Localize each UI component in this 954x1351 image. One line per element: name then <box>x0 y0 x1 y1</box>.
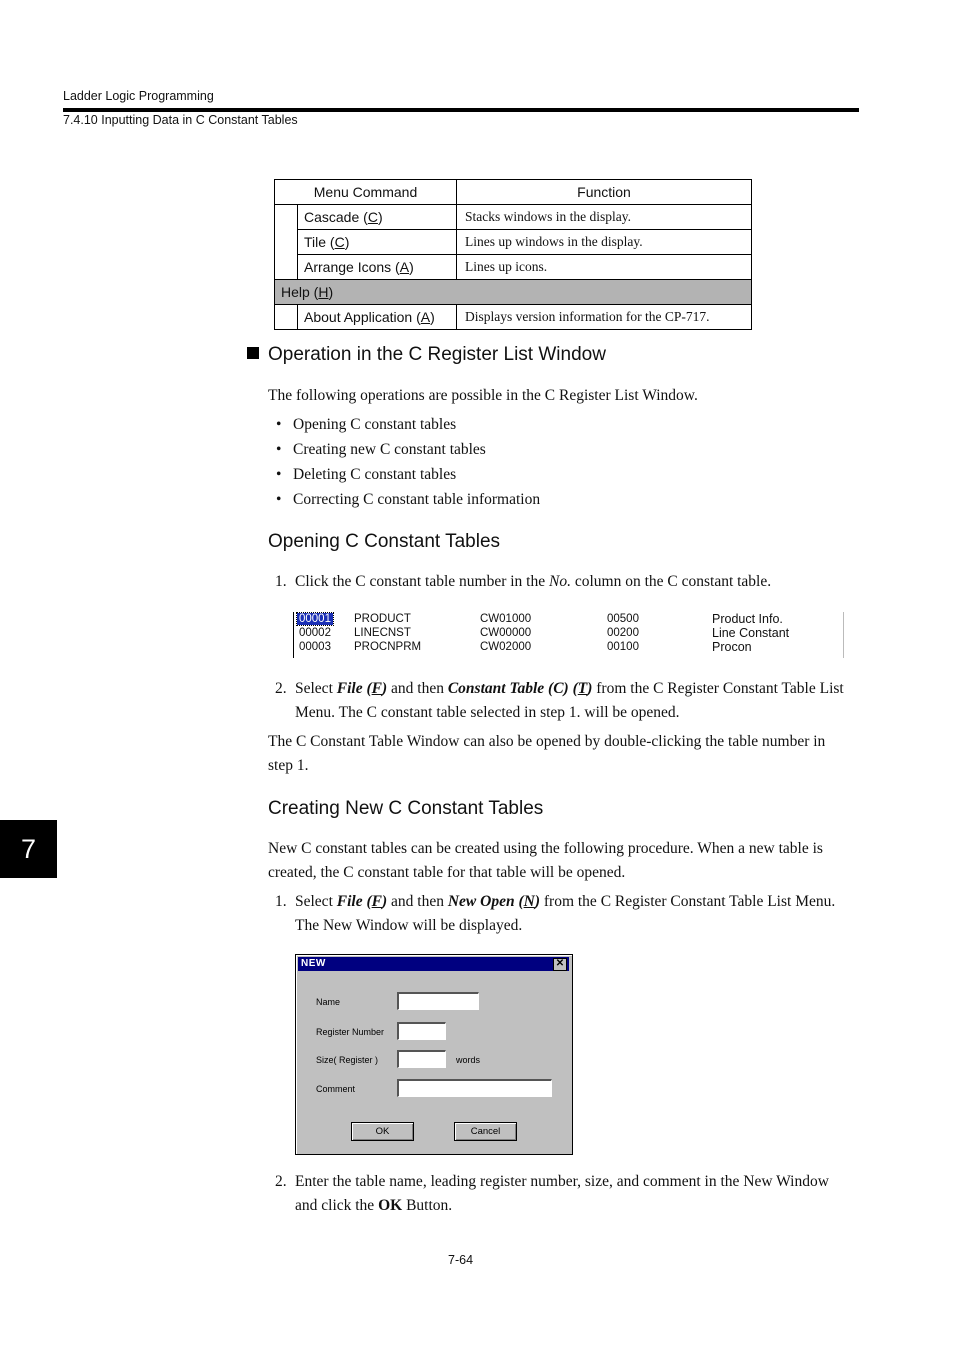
cancel-button[interactable]: Cancel <box>454 1122 517 1141</box>
indent-cell <box>275 255 298 280</box>
table-name-cell: PRODUCT <box>354 613 411 625</box>
size-label: Size( Register ) <box>316 1055 379 1065</box>
running-header-chapter: Ladder Logic Programming <box>63 89 214 103</box>
opening-step-2-continued: Menu. The C constant table selected in step 1. will be opened. <box>295 704 680 721</box>
opening-note-line-2: step 1. <box>268 757 309 774</box>
indent-cell <box>275 305 298 330</box>
name-label: Name <box>316 997 341 1007</box>
creating-intro-line-2: created, the C constant table for that table will be opened. <box>268 864 626 881</box>
column-header-command: Menu Command <box>275 180 457 205</box>
menu-command-cell: Tile (C) <box>298 230 457 255</box>
register-row[interactable] <box>294 626 843 640</box>
opening-step-1: 1. Click the C constant table number in the No. column on the C constant table. <box>275 573 772 590</box>
close-icon[interactable]: ✕ <box>553 958 567 971</box>
list-item: • Deleting C constant tables <box>276 466 457 483</box>
comment-label: Comment <box>316 1084 356 1094</box>
section-title: Operation in the C Register List Window <box>268 344 606 365</box>
table-row <box>275 205 752 230</box>
register-row[interactable] <box>294 612 843 626</box>
table-row <box>275 255 752 280</box>
column-header-function: Function <box>457 180 752 205</box>
menu-command-cell: About Application (A) <box>298 305 457 330</box>
dialog-title-bar[interactable] <box>298 957 569 971</box>
list-item: • Correcting C constant table information <box>276 491 541 508</box>
ok-button[interactable]: OK <box>351 1122 414 1141</box>
menu-command-table <box>274 179 752 330</box>
page-number: 7-64 <box>448 1253 474 1267</box>
creating-intro-line-1: New C constant tables can be created using the following procedure. When a new table is <box>268 840 823 857</box>
size-cell: 00100 <box>607 641 639 653</box>
c-register-list-snippet <box>293 612 844 658</box>
size-field[interactable] <box>397 1050 446 1068</box>
indent-cell <box>275 230 298 255</box>
creating-step-2: 2. Enter the table name, leading register number, size, and comment in the New Window <box>275 1173 829 1190</box>
chapter-tab: 7 <box>0 820 57 878</box>
size-cell: 00200 <box>607 627 639 639</box>
comment-cell: Product Info. <box>712 612 783 626</box>
comment-field[interactable] <box>397 1079 552 1097</box>
table-row <box>275 230 752 255</box>
operations-list <box>276 412 540 512</box>
opening-step-2: 2. Select File (F) and then Constant Table (C) (T) from the C Register Constant Table List <box>275 680 844 697</box>
register-number-field[interactable] <box>397 1022 446 1040</box>
function-cell: Lines up icons. <box>457 255 752 280</box>
register-row[interactable] <box>294 640 843 654</box>
register-number-label: Register Number <box>316 1027 385 1037</box>
section-intro: The following operations are possible in the C Register List Window. <box>268 387 698 404</box>
creating-step-1: 1. Select File (F) and then New Open (N) from the C Register Constant Table List Menu. <box>275 893 836 910</box>
size-cell: 00500 <box>607 613 639 625</box>
table-number-cell[interactable]: 00003 <box>299 641 331 653</box>
section-square-bullet <box>247 347 259 359</box>
opening-note-line-1: The C Constant Table Window can also be opened by double-clicking the table number in <box>268 733 826 750</box>
new-dialog <box>295 954 573 1155</box>
menu-command-cell: Arrange Icons (A) <box>298 255 457 280</box>
function-cell: Lines up windows in the display. <box>457 230 752 255</box>
creating-step-2-continued: and click the OK Button. <box>295 1197 453 1214</box>
function-cell: Displays version information for the CP-717. <box>457 305 752 330</box>
table-name-cell: PROCNPRM <box>354 641 422 653</box>
menu-command-cell: Cascade (C) <box>298 205 457 230</box>
menu-group-help: Help (H) <box>275 280 752 305</box>
running-header-section: 7.4.10 Inputting Data in C Constant Tables <box>63 113 298 127</box>
subsection-title-opening: Opening C Constant Tables <box>268 531 501 552</box>
table-name-cell: LINECNST <box>354 627 411 639</box>
table-number-cell-selected[interactable]: 00001 <box>299 613 331 625</box>
table-number-cell[interactable]: 00002 <box>299 627 331 639</box>
list-item: • Opening C constant tables <box>276 416 457 433</box>
header-rule <box>63 108 859 112</box>
table-header-row <box>275 180 752 205</box>
indent-cell <box>275 205 298 230</box>
subsection-title-creating: Creating New C Constant Tables <box>268 798 544 819</box>
comment-cell: Line Constant <box>712 626 790 640</box>
register-cell: CW02000 <box>480 641 532 653</box>
table-row <box>275 305 752 330</box>
comment-cell: Procon <box>712 640 752 654</box>
size-unit-label: words <box>456 1055 481 1065</box>
function-cell: Stacks windows in the display. <box>457 205 752 230</box>
register-cell: CW01000 <box>480 613 532 625</box>
name-field[interactable] <box>397 992 479 1010</box>
dialog-title: NEW <box>301 958 326 969</box>
register-cell: CW00000 <box>480 627 532 639</box>
table-group-row <box>275 280 752 305</box>
list-item: • Creating new C constant tables <box>276 441 486 458</box>
creating-step-1-continued: The New Window will be displayed. <box>295 917 523 934</box>
